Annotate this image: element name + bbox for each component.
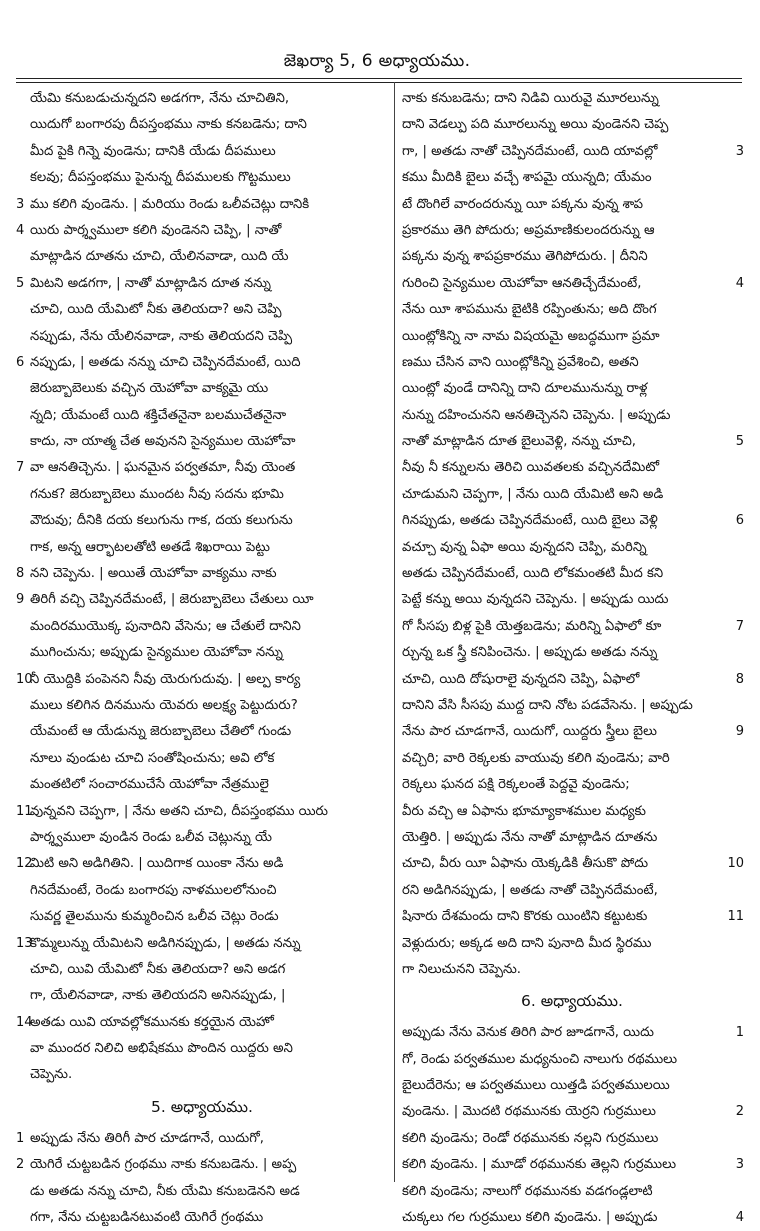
verse-number: 7	[16, 460, 25, 476]
text-line	[402, 614, 742, 640]
text-line	[16, 1152, 388, 1178]
line-text: నాకు కనుబడెను; దాని నిడివి యిరువై మూరలున్ను	[402, 91, 659, 106]
line-text: గో, రెండు పర్వతముల మధ్యనుంచి నాలుగు రథములు	[402, 1051, 678, 1067]
line-text: నాతో మాట్లాడిన దూత బైలువెళ్లి, నన్ను చూచి,	[402, 434, 636, 450]
line-text: యెత్తిరి. | అప్పుడు నేను నాతో మాట్లాడిన దూతను	[402, 829, 658, 845]
text-line	[402, 1126, 742, 1152]
text-line	[402, 1020, 742, 1046]
text-line	[402, 1073, 742, 1099]
verse-number: 10	[16, 671, 33, 687]
text-line	[402, 508, 742, 534]
text-line	[16, 165, 388, 191]
text-line	[16, 297, 388, 323]
line-text: మాట్లాడిన దూతను చూచి, యేలినవాడా, యిది యే	[30, 249, 289, 265]
text-line	[16, 1205, 388, 1231]
line-text: కొమ్మలున్ను యేమిటని అడిగినప్పుడు, | అతడు నన్ను	[30, 935, 301, 951]
text-line	[16, 86, 388, 112]
text-line	[402, 139, 742, 165]
text-line	[402, 218, 742, 244]
line-text: కలవు; దీపస్తంభము పైనున్న దీపములకు గొట్టములు	[30, 170, 291, 186]
text-line	[402, 904, 742, 930]
line-text: ప్రకారము తెగి పోదురు; అప్రమాణికులందరున్ను ఆ	[402, 222, 655, 238]
text-line	[402, 192, 742, 218]
line-text: వా ఆనతిచ్చెను. | ఘనమైన పర్వతమా, నీవు యెంత	[30, 460, 296, 476]
text-line	[402, 772, 742, 798]
verse-number: 2	[16, 1157, 25, 1173]
line-text: గినదేమంటే, రెండు బంగారపు నాళములలోనుంచి	[30, 882, 277, 898]
verse-number: 5	[735, 434, 744, 450]
text-line	[402, 429, 742, 455]
chapter-heading: 6. అధ్యాయము.	[521, 992, 623, 1011]
line-text: చూచి, యిది యేమిటో నీకు తెలియదా? అని చెప్పి	[30, 302, 282, 318]
text-line	[402, 587, 742, 613]
text-line	[16, 851, 388, 877]
text-line	[16, 508, 388, 534]
text-line	[16, 904, 388, 930]
text-line	[402, 535, 742, 561]
text-line	[402, 746, 742, 772]
verse-number: 3	[735, 1157, 744, 1173]
line-text: అతడు యివి యావల్లోకమునకు కర్తయైన యెహో	[30, 1014, 274, 1030]
right-column	[402, 86, 742, 1231]
verse-number: 1	[735, 1025, 744, 1041]
line-text: డు అతడు నన్ను చూచి, నీకు యేమి కనుబడెనని అడ	[30, 1183, 300, 1199]
text-line	[16, 535, 388, 561]
line-text: నప్పుడు, | అతడు నన్ను చూచి చెప్పినదేమంటే, యిది	[30, 354, 301, 370]
line-text: గా నిలుచునని చెప్పెను.	[402, 961, 521, 977]
text-line	[402, 825, 742, 851]
text-line	[402, 667, 742, 693]
text-line	[402, 1205, 742, 1231]
line-text: వెళ్లుదురు; అక్కడ అది దాని పునాది మీద స్థిరము	[402, 935, 652, 951]
header-rule-double	[16, 82, 742, 83]
column-divider	[394, 82, 395, 1182]
verse-number: 8	[16, 566, 25, 582]
text-line	[16, 614, 388, 640]
line-text: గాక, అన్న ఆర్భాటలతోటి అతడే శిఖరాయి పెట్టు	[30, 539, 271, 555]
line-text: పక్కను వున్న శాపప్రకారము తెగిపోదురు. | దీనిని	[402, 249, 648, 265]
verse-number: 11	[16, 803, 33, 819]
verse-number: 8	[735, 671, 744, 687]
line-text: నేను యీ శాపమును బైటికి రప్పింతును; అది దొంగ	[402, 302, 657, 318]
text-line	[402, 1179, 742, 1205]
line-text: పార్శ్వములా వుండిన రెండు ఒలీవ చెట్లున్ను యే	[30, 829, 272, 845]
verse-number: 4	[735, 275, 744, 291]
text-line	[16, 746, 388, 772]
text-line	[16, 640, 388, 666]
text-line	[16, 376, 388, 402]
text-line	[16, 1179, 388, 1205]
text-line	[16, 667, 388, 693]
line-text: గురించి సైన్యముల యెహోవా ఆనతిచ్చేదేమంటే,	[402, 275, 642, 291]
line-text: నని చెప్పెను. | అయితే యెహోవా వాక్యము నాకు	[30, 566, 277, 582]
line-text: యేమంటే ఆ యేడున్ను జెరుబ్బాబెలు చేతిలో గుండు	[30, 724, 292, 740]
line-text: జెరుబ్బాబెలుకు వచ్చిన యెహోవా వాక్యమై యు	[30, 381, 269, 397]
line-text: వా ముందర నిలిచి అభిషేకము పొందిన యిద్దరు అని	[30, 1041, 293, 1057]
line-text: పెట్టే కన్ను అయి వున్నదని చెప్పెను. | అప్పుడు యిదు	[402, 592, 669, 608]
line-text: కము మీదికి బైలు వచ్చే శాపమై యున్నది; యేమం	[402, 170, 652, 186]
text-line	[402, 112, 742, 138]
verse-number: 6	[16, 354, 25, 370]
line-text: గినప్పుడు, అతడు చెప్పినదేమంటే, యిది బైలు వెళ్లి	[402, 513, 658, 529]
text-line	[402, 1099, 742, 1125]
line-text: చెప్పెను.	[30, 1067, 73, 1083]
line-text: రని అడిగినప్పుడు, | అతడు నాతో చెప్పినదేమంటే,	[402, 882, 658, 898]
text-line	[402, 640, 742, 666]
line-text: చూచి, యిది దోషురాలై వున్నదని చెప్పి, ఏఫాలో	[402, 671, 640, 687]
text-line	[16, 218, 388, 244]
line-text: మంతటిలో సంచారముచేసే యెహోవా నేత్రములై	[30, 777, 269, 793]
text-line	[16, 1036, 388, 1062]
verse-number: 4	[16, 222, 25, 238]
text-line	[402, 350, 742, 376]
text-line	[402, 271, 742, 297]
line-text: యింట్లో వుండే దానిన్ని దాని దూలమునున్ను రాళ్ల	[402, 381, 648, 397]
line-text: దానిని వేసి సీసపు ముద్ద దాని నోట పడవేసెను. | అప్పుడు	[402, 697, 693, 713]
line-text: వౌదువు; దీనికి దయ కలుగును గాక, దయ కలుగును	[30, 513, 293, 529]
line-text: యెగిరే చుట్టబడిన గ్రంథము నాకు కనుబడెను. | అప్ప	[30, 1157, 297, 1173]
text-line	[16, 799, 388, 825]
verse-number: 13	[16, 935, 33, 951]
text-line	[402, 1047, 742, 1073]
line-text: న్నది; యేమంటే యిది శక్తిచేతనైనా బలముచేతనైనా	[30, 407, 287, 423]
text-line	[16, 139, 388, 165]
line-text: అతడు చెప్పినదేమంటే, యిది లోకమంతటి మీద కని	[402, 566, 664, 582]
line-text: గనుక? జెరుబ్బాబెలు ముందట నీవు సదను భూమి	[30, 486, 284, 502]
line-text: నూలు వుండుట చూచి సంతోషించును; అవి లోక	[30, 750, 275, 766]
line-text: మందిరముయొక్క పునాదిని వేసెను; ఆ చేతులే దానిని	[30, 618, 301, 634]
line-text: వీరు వచ్చి ఆ ఏఫాను భూమ్యాకాశముల మధ్యకు	[402, 803, 646, 819]
text-line	[402, 244, 742, 270]
line-text: మిటి అని అడిగితిని. | యిదిగాక యింకా నేను అడి	[30, 856, 284, 872]
verse-number: 2	[735, 1104, 744, 1120]
left-column	[16, 86, 388, 1231]
text-line	[402, 719, 742, 745]
line-text: సువర్ణ తైలమును కుమ్మరించిన ఒలీవ చెట్లు రెండు	[30, 909, 279, 925]
text-line	[16, 957, 388, 983]
text-line	[402, 1152, 742, 1178]
text-line	[16, 403, 388, 429]
line-text: చుక్కలు గల గుర్రములు కలిగి వుండెను. | అప్పుడు	[402, 1210, 658, 1226]
text-line	[16, 1010, 388, 1036]
line-text: నున్ను దహించునని ఆనతిచ్చెనని చెప్పెను. | అప్పుడు	[402, 407, 671, 423]
line-text: తిరిగీ వచ్చి చెప్పినదేమంటే, | జెరుబ్బాబెలు చేతులు యీ	[30, 592, 314, 608]
line-text: నీ యొద్దికి పంపెనని నీవు యెరుగుదువు. | అల్ప కార్య	[30, 671, 301, 687]
line-text: ముగించును; అప్పుడు సైన్యముల యెహోవా నన్ను	[30, 645, 283, 661]
verse-number: 4	[735, 1210, 744, 1226]
text-line	[402, 561, 742, 587]
line-text: వచ్చూ వున్న ఏఫా అయి వున్నదని చెప్పి, మరిన్ని	[402, 539, 647, 555]
line-text: చూడుమని చెప్పగా, | నేను యిది యేమిటి అని అడి	[402, 486, 664, 502]
text-line	[16, 244, 388, 270]
verse-number: 12	[16, 856, 33, 872]
line-text: గో సీసపు బిళ్ల పైకి యెత్తబడెను; మరిన్ని ఏఫాలో కూ	[402, 618, 662, 634]
text-line	[16, 1062, 388, 1088]
text-line	[402, 693, 742, 719]
text-line	[16, 561, 388, 587]
verse-number: 10	[727, 856, 744, 872]
text-line	[16, 112, 388, 138]
line-text: యింట్లోకిన్ని నా నామ విషయమై అబద్ధముగా ప్రమా	[402, 328, 660, 344]
line-text: చూచి, వీరు యీ ఏఫాను యెక్కడికి తీసుకొ పోదు	[402, 856, 649, 872]
line-text: కలిగి వుండెను; నాలుగో రథమునకు వడగండ్లలాటి	[402, 1183, 653, 1199]
line-text: యేమి కనుబడుచున్నదని అడగగా, నేను చూచితిని,	[30, 91, 290, 106]
line-text: నప్పుడు, నేను యేలినవాడా, నాకు తెలియదని చెప్పి	[30, 328, 293, 344]
verse-number: 9	[735, 724, 744, 740]
line-text: బైలుదేరెను; ఆ పర్వతములు యిత్తడి పర్వతములయి	[402, 1078, 670, 1094]
verse-number: 7	[735, 618, 744, 634]
line-text: ర్చున్న ఒక స్త్రీ కనిపించెను. | అప్పుడు అతడు నన్ను	[402, 645, 658, 661]
verse-number: 3	[16, 196, 25, 212]
line-text: ణము చేసిన వాని యింట్లోకిన్ని ప్రవేశించి, అతని	[402, 354, 639, 370]
text-line	[402, 297, 742, 323]
line-text: ము కలిగి వుండెను. | మరియు రెండు ఒలీవచెట్లు దానికి	[30, 196, 310, 212]
line-text: గగా, నేను చుట్టబడినటువంటి యెగిరే గ్రంథము	[30, 1210, 264, 1226]
text-line	[16, 271, 388, 297]
line-text: యిదుగో బంగారపు దీపస్తంభము నాకు కనబడెను; దాని	[30, 117, 307, 133]
text-line	[16, 350, 388, 376]
line-text: వుండెను. | మొదటి రథమునకు యెర్రని గుర్రములు	[402, 1104, 656, 1120]
chapter-heading: 5. అధ్యాయము.	[151, 1097, 253, 1116]
line-text: వున్నవని చెప్పగా, | నేను అతని చూచి, దీపస్తంభము యిరు	[30, 803, 328, 819]
line-text: గా, యేలినవాడా, నాకు తెలియదని అనినప్పుడు, |	[30, 988, 286, 1004]
text-line	[402, 878, 742, 904]
line-text: కాదు, నా యాత్మ చేత అవునని సైన్యముల యెహోవా	[30, 434, 296, 450]
verse-number: 11	[727, 909, 744, 925]
line-text: గా, | అతడు నాతో చెప్పినదేమంటే, యిది యావల్లో	[402, 143, 658, 159]
verse-number: 6	[735, 513, 744, 529]
verse-number: 14	[16, 1014, 33, 1030]
header-rule	[16, 78, 742, 79]
text-line	[402, 931, 742, 957]
text-line	[16, 324, 388, 350]
line-text: నీవు నీ కన్నులను తెరిచి యివతలకు వచ్చినదేమిటో	[402, 460, 660, 476]
text-line	[16, 719, 388, 745]
text-line	[16, 983, 388, 1009]
text-line	[16, 825, 388, 851]
line-text: కలిగి వుండెను. | మూడో రథమునకు తెల్లని గుర్రములు	[402, 1157, 677, 1173]
text-line	[402, 376, 742, 402]
text-line	[402, 403, 742, 429]
text-line	[16, 1126, 388, 1152]
text-line	[16, 772, 388, 798]
text-line	[16, 931, 388, 957]
verse-number: 9	[16, 592, 25, 608]
verse-number: 5	[16, 275, 25, 291]
text-line	[16, 455, 388, 481]
line-text: దాని వెడల్పు పది మూరలున్ను అయి వుండెనని చెప్ప	[402, 117, 669, 133]
line-text: రెక్కలు ఘనద పక్షి రెక్కలంతే పెద్దవై వుండెను;	[402, 777, 630, 793]
text-line	[402, 482, 742, 508]
text-line	[16, 878, 388, 904]
line-text: ములు కలిగిన దినమును యెవరు అలక్ష్య పెట్టుదురు?	[30, 697, 298, 713]
line-text: యిరు పార్శ్వములా కలిగి వుండెనని చెప్పి, | నాతో	[30, 222, 282, 238]
verse-number: 3	[735, 143, 744, 159]
line-text: నేను పార చూడగానే, యిదుగో, యిద్దరు స్త్రీలు బైలు	[402, 724, 657, 740]
text-line	[16, 587, 388, 613]
text-line	[402, 851, 742, 877]
text-line	[402, 86, 742, 112]
text-line	[402, 799, 742, 825]
running-header: జెఖర్యా 5, 6 అధ్యాయము.	[283, 51, 471, 71]
line-text: కలిగి వుండెను; రెండో రథమునకు నల్లని గుర్రములు	[402, 1130, 659, 1146]
text-line	[402, 957, 742, 983]
verse-number: 1	[16, 1130, 25, 1146]
text-line	[16, 693, 388, 719]
line-text: చూచి, యివి యేమిటో నీకు తెలియదా? అని అడగ	[30, 961, 286, 977]
line-text: అప్పుడు నేను వెనుక తిరిగి పార జూడగానే, యిదు	[402, 1025, 654, 1041]
text-line	[402, 455, 742, 481]
line-text: మిటని అడగగా, | నాతో మాట్లాడిన దూత నన్ను	[30, 275, 271, 291]
line-text: అప్పుడు నేను తిరిగీ పార చూడగానే, యిదుగో,	[30, 1130, 264, 1146]
text-line	[16, 482, 388, 508]
text-line	[16, 429, 388, 455]
line-text: మీద పైకి గిన్నె వుండెను; దానికి యేడు దీపములు	[30, 143, 276, 159]
line-text: వచ్చిరి; వారి రెక్కలకు వాయువు కలిగి వుండెను; వారి	[402, 750, 670, 766]
line-text: షినారు దేశమందు దాని కొరకు యింటిని కట్టుటకు	[402, 909, 648, 925]
text-line	[16, 192, 388, 218]
text-line	[402, 165, 742, 191]
line-text: టే దొంగిలే వారందరున్ను యీ పక్కను వున్న శాప	[402, 196, 644, 212]
text-line	[402, 324, 742, 350]
